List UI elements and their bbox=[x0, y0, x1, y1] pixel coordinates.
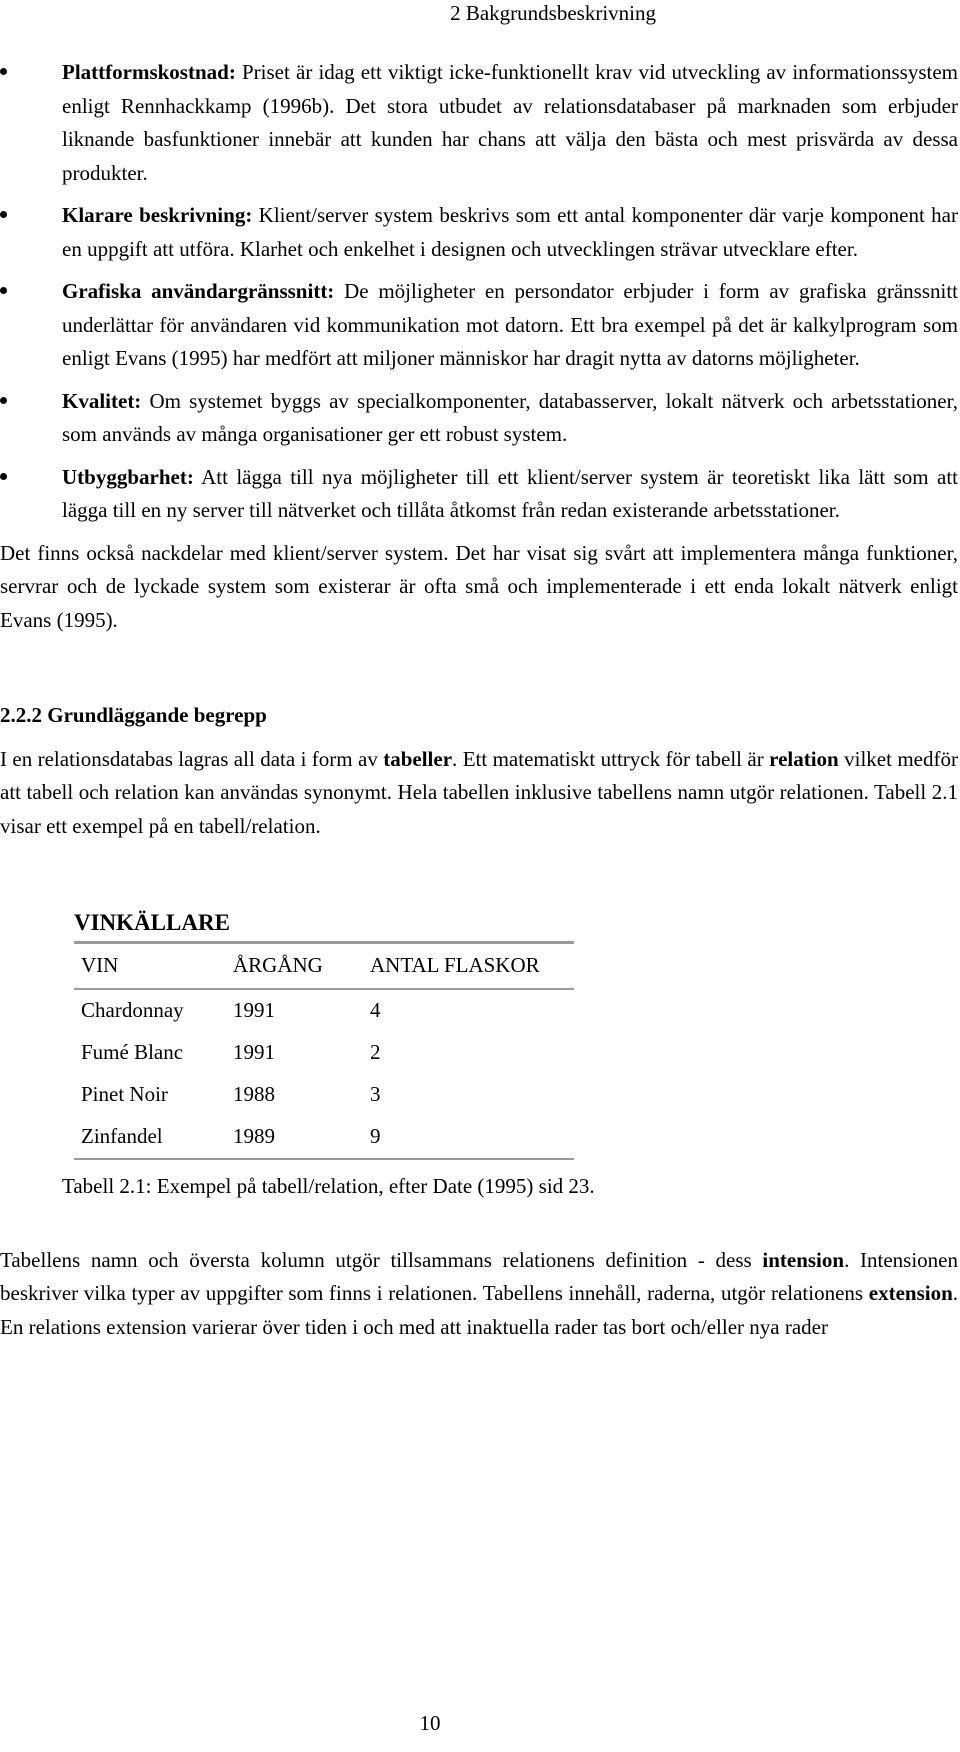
list-item-term: Utbyggbarhet: bbox=[62, 464, 194, 489]
bullet-icon bbox=[0, 68, 7, 75]
advantages-list bbox=[0, 56, 958, 528]
term-extension: extension bbox=[868, 1281, 953, 1305]
page-number: 10 bbox=[419, 1711, 441, 1735]
intro-text: I en relationsdatabas lagras all data i form av bbox=[0, 746, 384, 771]
table-header-row bbox=[74, 944, 574, 989]
list-item bbox=[0, 461, 958, 528]
list-item-text: Att lägga till nya möjligheter till ett klient/server system är teoretiskt lika lätt som att lägga till en ny server till nätverket och tillåta åtkomst från redan existerande arbetsstationer. bbox=[62, 464, 958, 522]
list-item-text: Priset är idag ett viktigt icke-funktionellt krav vid utveckling av informationssystem enligt Rennhackkamp (1996b). Det stora utbudet av relationsdatabaser på marknaden som erbjuder liknande basfunktioner innebär att kunden har chans att välja den bästa och mest prisvärda av dessa produkter. bbox=[62, 60, 958, 185]
table-cell: Zinfandel bbox=[74, 1116, 226, 1159]
example-table-block bbox=[74, 907, 574, 1160]
list-item-term: Klarare beskrivning: bbox=[62, 203, 253, 227]
table-cell: 1989 bbox=[226, 1116, 363, 1159]
term-relation: relation bbox=[769, 746, 839, 771]
table-caption: Tabell 2.1: Exempel på tabell/relation, efter Date (1995) sid 23. bbox=[62, 1174, 595, 1198]
intro-paragraph bbox=[0, 743, 958, 844]
table-cell: 2 bbox=[370, 1040, 381, 1065]
wine-table bbox=[74, 944, 574, 1160]
definition-text: . En relations extension varierar över tiden i och med att inaktuella rader tas bort och/eller nya rader bbox=[0, 1281, 958, 1339]
table-row bbox=[74, 1116, 574, 1159]
intro-text: vilket medför att tabell och relation kan användas synonymt. Hela tabellen inklusive tabellens namn utgör relationen. Tabell 2.1 visar ett exempel på en tabell/relation. bbox=[0, 746, 958, 838]
table-cell: 3 bbox=[370, 1082, 381, 1107]
list-item-term: Grafiska användargränssnitt: bbox=[62, 279, 335, 303]
bullet-icon bbox=[0, 287, 7, 294]
running-header: 2 Bakgrundsbeskrivning bbox=[450, 1, 656, 25]
list-item-text: De möjligheter en persondator erbjuder i form av grafiska gränssnitt underlättar för användaren vid kommunikation mot datorn. Ett bra exempel på det är kalkylprogram som enligt Evans (1995) har medfört att miljoner människor har dragit nytta av datorns möjligheter. bbox=[62, 279, 959, 370]
column-header: VIN bbox=[74, 944, 226, 989]
intro-text: . Ett matematiskt uttryck för tabell är bbox=[452, 746, 770, 771]
table-cell: 1988 bbox=[233, 1082, 275, 1107]
definition-text: . Intensionen beskriver vilka typer av uppgifter som finns i relationen. Tabellens innehåll, raderna, utgör relationens bbox=[0, 1247, 958, 1305]
table-cell: Pinet Noir bbox=[81, 1082, 168, 1107]
bullet-icon bbox=[0, 397, 7, 404]
list-item bbox=[0, 385, 958, 452]
list-item-text: Klient/server system beskrivs som ett antal komponenter där varje komponent har en uppgift att utföra. Klarhet och enkelhet i designen och utvecklingen strävar utvecklare efter. bbox=[62, 203, 958, 261]
table-row bbox=[74, 1074, 574, 1116]
column-header: ANTAL FLASKOR bbox=[363, 944, 574, 989]
page-content bbox=[0, 56, 958, 1344]
bullet-icon bbox=[0, 211, 7, 218]
table-cell: Chardonnay bbox=[81, 998, 184, 1023]
list-item bbox=[0, 199, 958, 266]
list-item-text: Om systemet byggs av specialkomponenter, databasserver, lokalt nätverk och arbetsstationer, som används av många organisationer ger ett robust system. bbox=[62, 388, 958, 446]
drawbacks-paragraph: Det finns också nackdelar med klient/server system. Det har visat sig svårt att implementera många funktioner, servrar och de lyckade system som existerar är ofta små och implementerade i ett enda lokalt nätverk enligt Evans (1995). bbox=[0, 540, 958, 632]
table-title: VINKÄLLARE bbox=[74, 907, 574, 944]
table-row bbox=[74, 1032, 574, 1074]
term-tabeller: tabeller bbox=[383, 746, 453, 771]
section-heading: 2.2.2 Grundläggande begrepp bbox=[0, 703, 267, 727]
table-cell: 1991 bbox=[233, 998, 275, 1023]
table-cell: 9 bbox=[363, 1116, 574, 1159]
list-item-term: Kvalitet: bbox=[62, 388, 142, 413]
definition-text: Tabellens namn och översta kolumn utgör tillsammans relationens definition - dess bbox=[0, 1247, 763, 1272]
list-item bbox=[0, 56, 958, 190]
table-cell: 1991 bbox=[233, 1040, 275, 1065]
term-intension: intension bbox=[762, 1247, 845, 1272]
list-item-term: Plattformskostnad: bbox=[62, 60, 236, 84]
list-item bbox=[0, 275, 958, 376]
table-cell: Fumé Blanc bbox=[81, 1040, 184, 1065]
column-header: ÅRGÅNG bbox=[226, 944, 363, 989]
table-row bbox=[74, 989, 574, 1032]
bullet-icon bbox=[0, 473, 7, 480]
table-cell: 4 bbox=[370, 998, 381, 1023]
definition-paragraph bbox=[0, 1244, 958, 1345]
